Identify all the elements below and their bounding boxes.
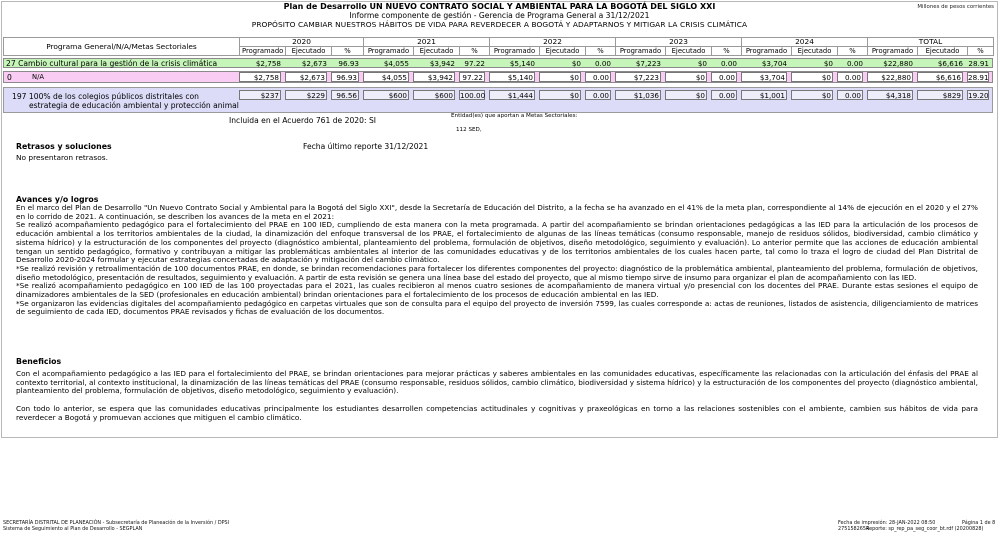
goal-row-label-line1: 197 100% de los colegios públicos distritales con [12,92,199,101]
sub-header-percent: % [460,47,490,56]
value-cell: $0 [823,59,833,68]
sub-header-ejecutado: Ejecutado [792,47,838,56]
value-cell: $6,616 [937,59,963,68]
budget-table-header [3,37,994,56]
sub-header-percent: % [968,47,994,56]
value-cell: 96.93 [331,72,359,82]
value-cell: $0 [665,72,707,82]
progress-paragraph: *Se realizó acompañamiento pedagógico en 100 IED de las 100 proyectadas para el 2021, las cuales recibieron al menos cuatro sesiones de acompañamiento de manera virtual y/o presencial con los docentes del PRAE. Durante estas sesiones el equipo de dinamizadores ambientales de la SED (profesionales en educación ambiental) brindan orientaciones para el fortalecimiento de los procesos de educación ambiental en las IED. [16,281,978,300]
value-cell: $6,616 [917,72,963,82]
goal-row-label-line2: estrategia de educación ambiental y protección animal [29,101,239,110]
value-cell: $1,444 [489,90,535,100]
entities-label: Entidad(es) que aportan a Metas Sectoriales: [451,113,578,119]
value-cell: $229 [285,90,327,100]
value-cell: 0.00 [711,90,737,100]
sub-header-percent: % [838,47,868,56]
report-title: Plan de Desarrollo UN NUEVO CONTRATO SOCIAL Y AMBIENTAL PARA LA BOGOTÁ DEL SIGLO XXI [283,2,716,11]
value-cell: $3,942 [429,59,455,68]
benefits-title: Beneficios [16,357,62,366]
footer-left-line2: Sistema de Seguimiento al Plan de Desarrollo - SEGPLAN [3,526,143,532]
value-cell: $5,140 [509,59,535,68]
value-cell: 0.00 [837,72,863,82]
value-cell: $0 [665,90,707,100]
value-cell: 0.00 [720,59,737,68]
value-cell: $7,223 [615,72,661,82]
year-header-2023: 2023 [616,38,742,47]
sub-header-ejecutado: Ejecutado [666,47,712,56]
sub-header-programado: Programado [868,47,918,56]
value-cell: $829 [917,90,963,100]
benefits-body [16,370,978,423]
sub-header-ejecutado: Ejecutado [540,47,586,56]
value-cell: 96.56 [331,90,359,100]
benefits-paragraph: Con el acompañamiento pedagógico a las IED para el fortalecimiento del PRAE, se brindan orientaciones para mejorar prácticas y saberes ambientales en las comunidades educativas, específicamente las relacionadas con la articulación del énfasis del PRAE al contexto territorial, al contexto institucional, la dinamización de las líneas temáticas del PRAE (consumo responsable, residuos sólidos, cambio climático, biodiversidad y sistema hídrico) y la estructuración de los componentes del proyecto (diagnóstico ambiental, planteamiento del problema, formulación de objetivos, diseño metodológico, seguimiento y evaluación). [16,369,978,396]
value-cell: $4,055 [383,59,409,68]
progress-paragraph: Se realizó acompañamiento pedagógico para el fortalecimiento del PRAE en 100 IED, cumpliendo de esta manera con la meta programada. A partir del acompañamiento se brindan orientaciones pedagógicas a las IED para la articulación de los procesos de educación ambiental a los territorios ambientales de la ciudad, la dinamización del enfoque transversal de los PRAE, el fortalecimiento de algunas de las líneas temáticas (consumo responsable, manejo de residuos sólidos, biodiversidad, cambio climático y sistema hídrico) y la estructuración de los componentes del proyecto (diagnóstico ambiental, planteamiento del problema, formulación de objetivos, diseño metodológico, seguimiento y evaluación). Lo anterior permite que las acciones de educación ambiental tengan un sentido pedagógico, formativo y contribuyan a mitigar las problemáticas ambientales al interior de las comunidades educativas y de los territorios ambientales de los cuales hacen parte, tal como lo traza el logro de ciudad del Plan Distrital de Desarrollo 2020-2024 formular y ejecutar estrategias concertadas de adaptación y mitigación del cambio climático. [16,220,978,265]
value-cell: 0.00 [846,59,863,68]
value-cell: 0.00 [585,72,611,82]
value-cell: $600 [413,90,455,100]
program-row-na [3,71,993,83]
year-header-total: TOTAL [868,38,994,47]
delays-text: No presentaron retrasos. [16,153,108,162]
value-cell: $0 [697,59,707,68]
value-cell: 0.00 [711,72,737,82]
program-row-code: 0 [7,73,12,82]
year-header-2021: 2021 [364,38,490,47]
value-cell: $237 [239,90,281,100]
units-label: Millones de pesos corrientes [917,4,994,10]
value-cell: 97.22 [459,72,485,82]
sub-header-programado: Programado [490,47,540,56]
footer-page: Página 1 de 8 [962,520,996,526]
footer-left-line1: SECRETARÍA DISTRITAL DE PLANEACIÓN - Subsecretaría de Planeación de la Inversión / DPSI [3,520,230,526]
year-header-2022: 2022 [490,38,616,47]
sub-header-programado: Programado [364,47,414,56]
sub-header-ejecutado: Ejecutado [286,47,332,56]
year-header-2020: 2020 [240,38,364,47]
value-cell: 0.00 [594,59,611,68]
value-cell: $7,223 [635,59,661,68]
value-cell: $1,036 [615,90,661,100]
last-report-date: Fecha último reporte 31/12/2021 [303,142,429,151]
value-cell: 100.00 [460,91,486,100]
value-cell: $2,758 [239,72,281,82]
delays-title: Retrasos y soluciones [16,142,112,151]
value-cell: $0 [791,90,833,100]
footer-code: 2751582654 [838,526,870,532]
value-cell: $0 [539,90,581,100]
sub-header-percent: % [586,47,616,56]
value-cell: $1,001 [741,90,787,100]
value-cell: $3,704 [761,59,787,68]
report-subtitle: Informe componente de gestión - Gerencia de Programa General a 31/12/2021 [349,11,650,20]
program-row-label: N/A [32,73,45,81]
value-cell: 0.00 [837,90,863,100]
sub-header-ejecutado: Ejecutado [918,47,968,56]
footer-report: Reporte: sp_rep_pa_seg_coor_bt.rdf (20200828) [866,526,984,532]
value-cell: 19.20 [968,91,989,100]
value-cell: $0 [791,72,833,82]
value-cell: 97.22 [464,59,485,68]
value-cell: $2,673 [285,72,327,82]
value-cell: $22,880 [867,72,913,82]
value-cell: $0 [539,72,581,82]
value-cell: $2,758 [255,59,281,68]
sub-header-percent: % [712,47,742,56]
report-purpose: PROPÓSITO CAMBIAR NUESTROS HÁBITOS DE VIDA PARA REVERDECER A BOGOTÁ Y ADAPTARNOS Y MITIGAR LA CRISIS CLIMÁTICA [251,20,748,29]
program-column-header: Programa General/N/A/Metas Sectoriales [4,38,240,56]
entities-value: 112 SED, [456,127,482,133]
value-cell: 96.93 [338,59,359,68]
sub-header-programado: Programado [742,47,792,56]
program-row-27 [3,58,993,68]
sub-header-percent: % [332,47,364,56]
goal-row-197 [3,87,993,113]
value-cell: 0.00 [585,90,611,100]
value-cell: $5,140 [489,72,535,82]
year-header-2024: 2024 [742,38,868,47]
report-header [1,2,998,29]
value-cell: 28.91 [968,73,989,82]
value-cell: $22,880 [883,59,913,68]
progress-title: Avances y/o logros [16,195,99,204]
value-cell: $600 [363,90,409,100]
progress-body [16,204,978,317]
sub-header-programado: Programado [616,47,666,56]
footer-print-date: Fecha de impresión: 28-JAN-2022 08:50 [838,520,936,526]
program-row-label: 27 Cambio cultural para la gestión de la crisis climática [6,59,218,68]
value-cell: $0 [571,59,581,68]
value-cell: 28.91 [968,59,989,68]
value-cell: $2,673 [301,59,327,68]
benefits-paragraph: Con todo lo anterior, se espera que las comunidades educativas principalmente los estudiantes desarrollen competencias actitudinales y cognitivas y praxeológicas en torno a las relaciones sostenibles con el ambiente, cambien sus hábitos de vida para reverdecer a Bogotá y promuevan acciones que mitiguen el cambio climático. [16,404,978,422]
value-cell: $4,055 [363,72,409,82]
value-cell: $3,704 [741,72,787,82]
agreement-text: Incluida en el Acuerdo 761 de 2020: SI [229,116,377,125]
progress-paragraph: En el marco del Plan de Desarrollo "Un Nuevo Contrato Social y Ambiental para la Bogotá del Siglo XXI", desde la Secretaría de Educación del Distrito, a la fecha se ha avanzado en el 41% de la meta plan, correspondiente al 14% de ejecución en el 2020 y el 27% en lo corrido de 2021. A continuación, se describen los avances de la meta en el 2021: [16,203,978,221]
value-cell: $4,318 [867,90,913,100]
sub-header-programado: Programado [240,47,286,56]
sub-header-ejecutado: Ejecutado [414,47,460,56]
progress-paragraph: *Se realizó revisión y retroalimentación de 100 documentos PRAE, en donde, se brindan recomendaciones para fortalecer los diferentes componentes del proyecto: diagnóstico de la problemática ambiental, planteamiento del problema, formulación de objetivos, diseño metodológico, presentación de resultados, seguimiento y evaluación. A partir de esta revisión se genera una línea base del estado del proyecto, que al mismo tiempo sirve de insumo para organizar el plan de acompañamiento con las IED. [16,263,978,282]
progress-paragraph: *Se organizaron las evidencias digitales del acompañamiento pedagógico en carpetas virtuales que son de consulta para el equipo del proyecto de inversión 7599, las cuales corresponde a: actas de reuniones, listados de asistencia, diligenciamiento de matrices de seguimiento de cada IED, documentos PRAE revisados y fichas de evaluación de los documentos. [16,298,978,317]
value-cell: $3,942 [413,72,455,82]
